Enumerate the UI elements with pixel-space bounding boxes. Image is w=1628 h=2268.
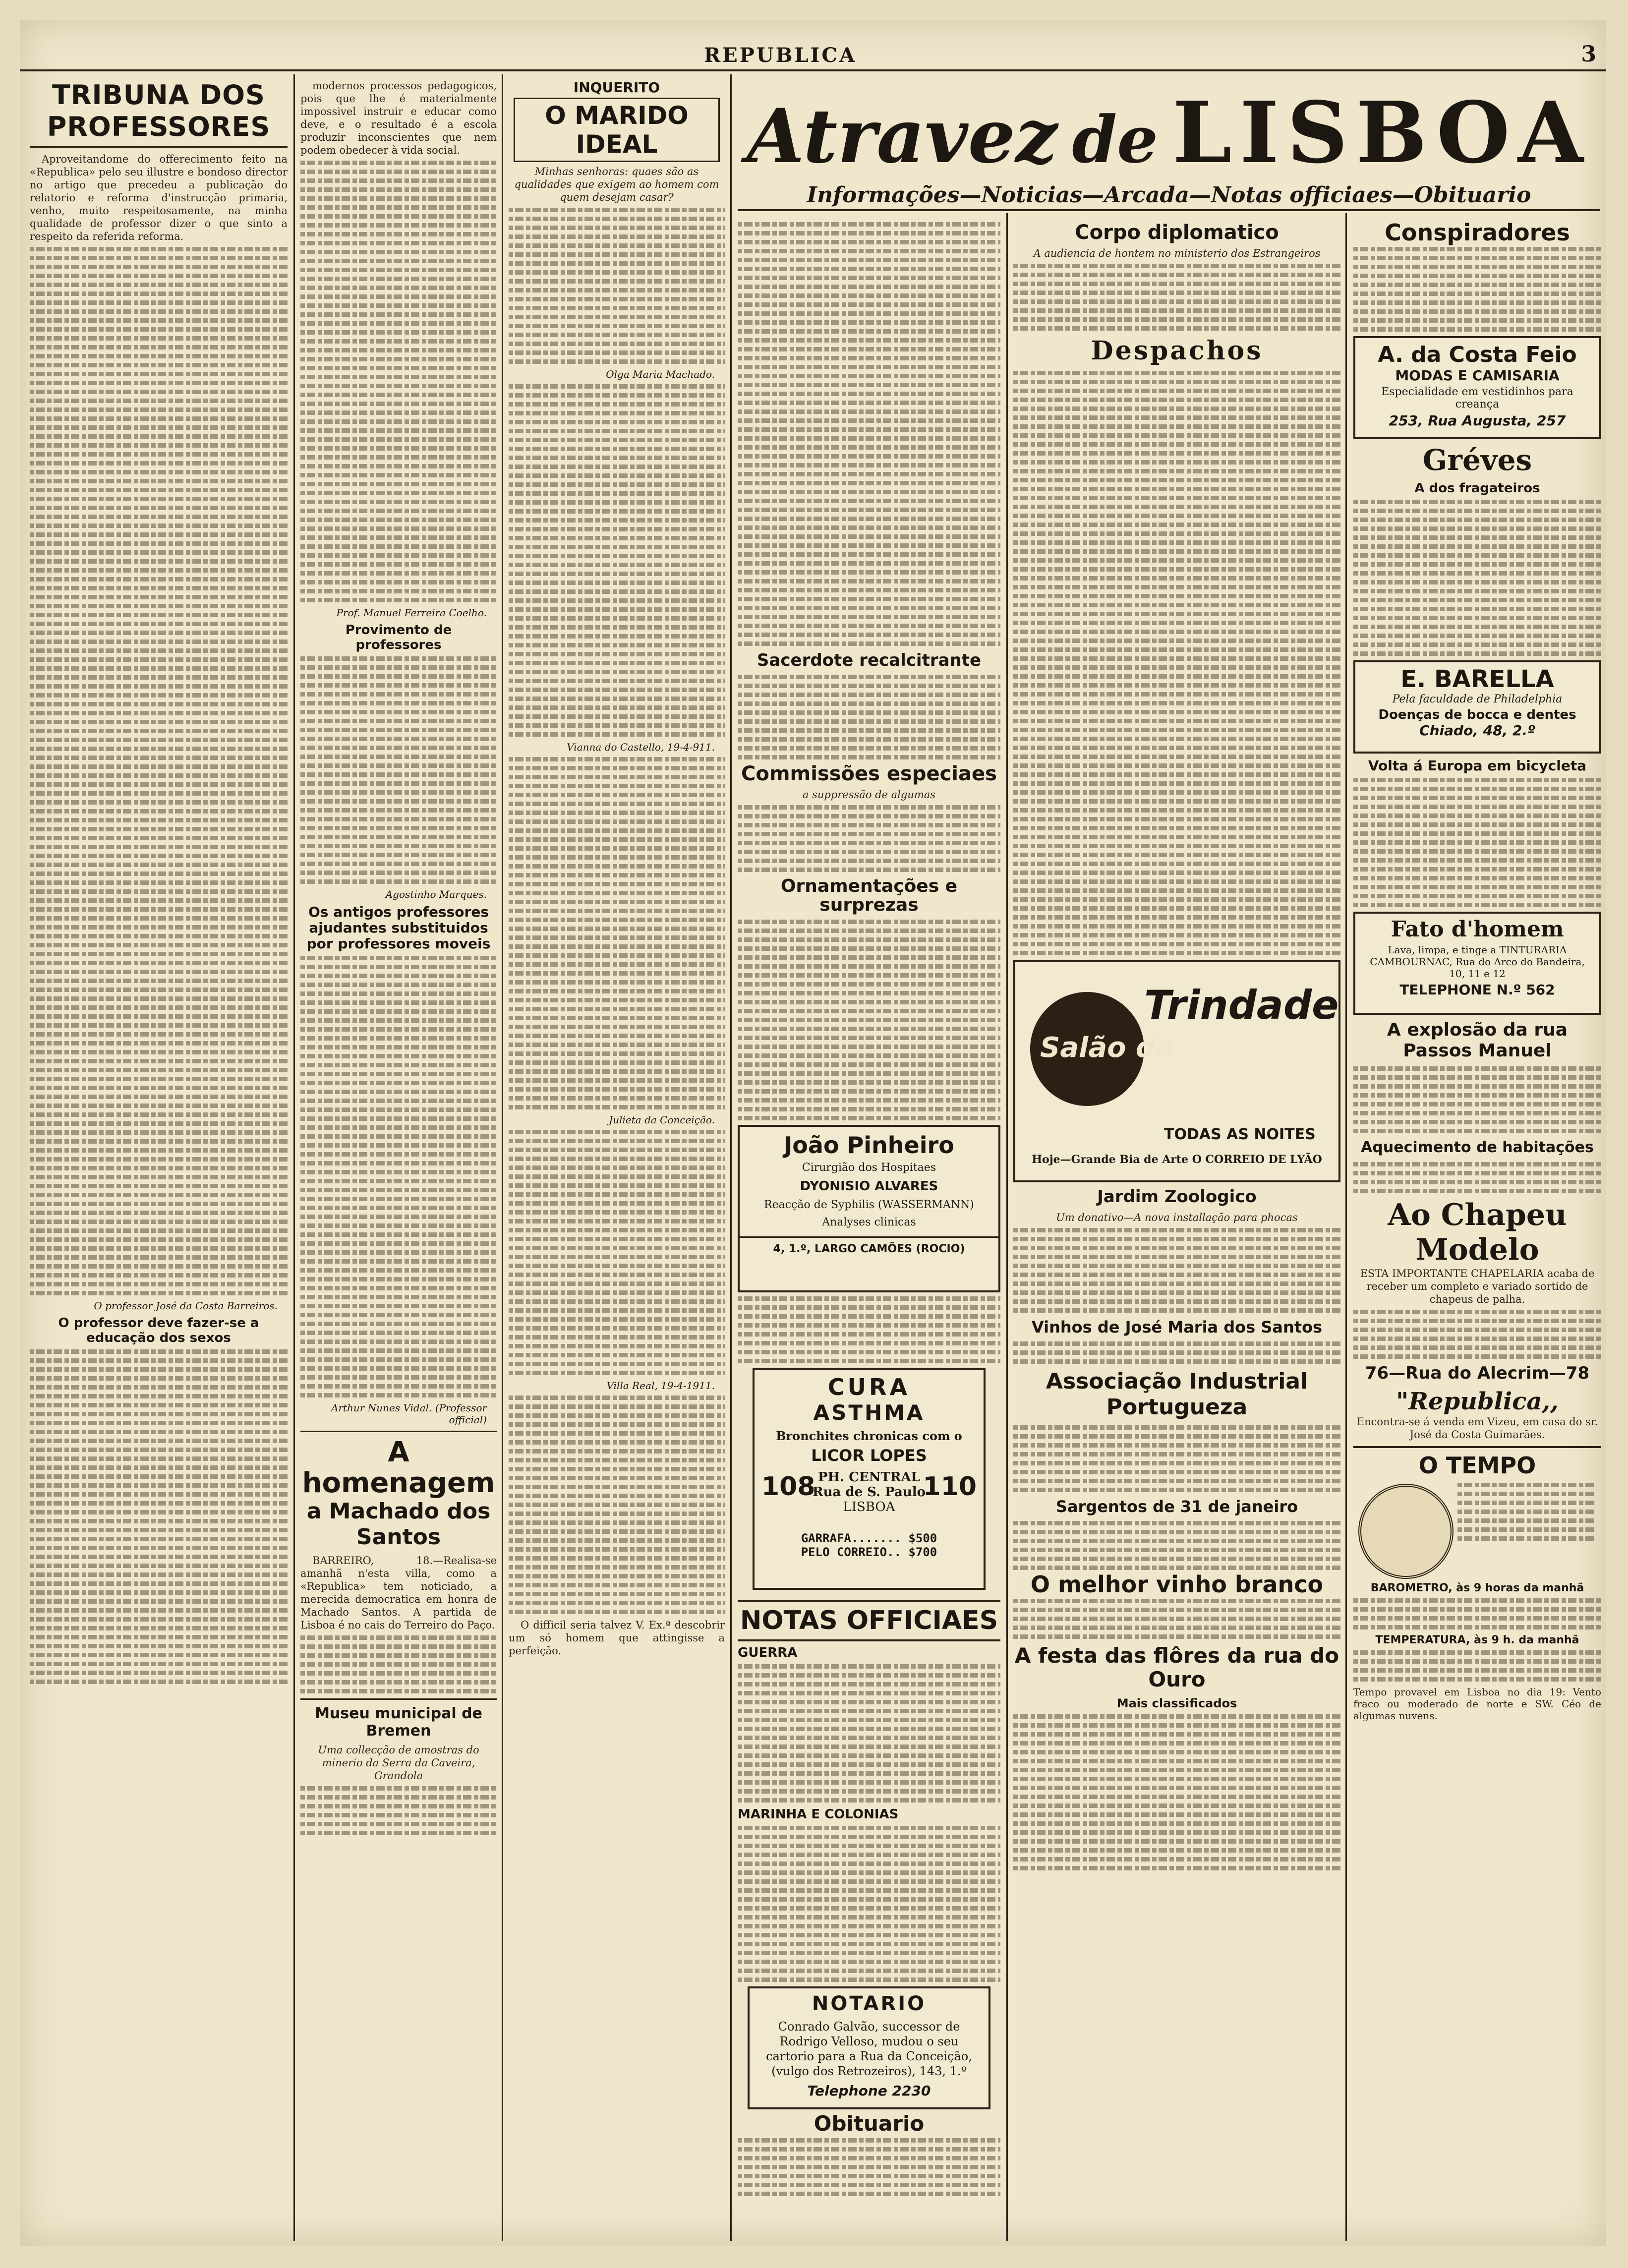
article-body-lines	[1353, 1598, 1601, 1629]
subheading: O melhor vinho branco	[1030, 1571, 1324, 1598]
ad-line: 253, Rua Augusta, 257	[1389, 412, 1566, 429]
weather-forecast: Tempo provavel em Lisboa no dia 19: Vento fraco ou moderado de norte e SW. Céo de algumas nuvens.	[1353, 1686, 1601, 1722]
subheading: Ornamentações e surprezas	[780, 876, 958, 915]
ad-title: Ao Chapeu Modelo	[1388, 1198, 1567, 1267]
subheading-note: A audiencia de hontem no ministerio dos Estrangeiros	[1033, 247, 1321, 259]
article-intro: Aproveitandome do offerecimento feito na «Republica» pelo seu illustre e bondoso director no artigo que precedeu a publicação do relatorio e reforma d'instrucção primaria, venho, muito respeitosamente, na minha qualidade de professor dizer o que sinto a respeito da referida reforma.	[30, 153, 288, 242]
article-body-lines	[1013, 264, 1340, 331]
subheading: A dos fragateiros	[1414, 481, 1540, 496]
article-body-lines	[1013, 1714, 1340, 1870]
subheading: Conspiradores	[1385, 219, 1570, 246]
article-body-lines	[1353, 247, 1601, 332]
article-text: BARREIRO, 18.—Realisa-se amanhã n'esta villa, como a «Republica» tem noticiado, a merecida democratica em honra de Machado Santos. A partida de Lisboa é no cais do Terreiro do Paço.	[300, 1555, 497, 1631]
subheading: Vinhos de José Maria dos Santos	[1031, 1318, 1323, 1337]
ad-costa-feio	[1353, 336, 1601, 439]
article-body-lines	[1013, 1599, 1340, 1639]
banner-word: de	[1072, 102, 1158, 177]
article-body-lines	[738, 1826, 1000, 1982]
ad-text: ESTA IMPORTANTE CHAPELARIA acaba de receber um completo e variado sortido de chapeus de palha.	[1360, 1268, 1595, 1305]
subheading-note: Um donativo—A nova installação para phocas	[1056, 1212, 1298, 1223]
article-body-lines	[509, 208, 725, 364]
ad-line: 4, 1.º, LARGO CAMÕES (ROCIO)	[740, 1236, 998, 1255]
ad-line: Reacção de Syphilis (WASSERMANN)	[764, 1199, 974, 1211]
ad-fato-homem	[1353, 912, 1601, 1015]
signature: Agostinho Marques.	[385, 888, 487, 900]
signature: Vianna do Castello, 19-4-911.	[567, 741, 715, 753]
subheading: Associação Industrial Portugueza	[1046, 1369, 1308, 1420]
subheading: O professor deve fazer-se a educação dos sexos	[58, 1316, 259, 1345]
article-body-lines	[1353, 1162, 1601, 1193]
ad-line: TODAS AS NOITES	[1164, 1126, 1316, 1143]
article-body-lines	[1013, 1521, 1340, 1570]
ad-number: 110	[923, 1472, 977, 1502]
ad-price: GARRAFA....... $500	[801, 1531, 937, 1545]
ad-line: TELEPHONE N.º 562	[1399, 982, 1555, 998]
subheading: GUERRA	[738, 1645, 798, 1660]
article-body-lines	[1013, 1228, 1340, 1313]
article-body-lines	[1353, 1066, 1601, 1133]
newspaper-page	[20, 20, 1606, 2246]
column-inquerito	[509, 79, 725, 2241]
ad-brand: LICOR LOPES	[811, 1446, 927, 1465]
column-lisboa-1	[738, 218, 1000, 2241]
barometer-dial-icon	[1358, 1484, 1454, 1579]
ad-line: LISBOA	[843, 1500, 895, 1514]
ad-title: ASTHMA	[813, 1400, 925, 1425]
article-body-lines	[738, 920, 1000, 1120]
subheading-note: Uma collecção de amostras do minerio da Serra da Caveira, Grandola	[318, 1744, 479, 1782]
article-continued: modernos processos pedagogicos, pois que lhe é materialmente impossivel instruir e educar como deve, e o resultado é a escola produzir inconscientes que nem podem obedecer à vida social.	[300, 80, 497, 156]
signature: Prof. Manuel Ferreira Coelho.	[336, 607, 487, 619]
article-body-lines	[30, 1349, 288, 1684]
subheading: A festa das flôres da rua do Ouro	[1014, 1643, 1339, 1691]
article-body-lines	[300, 656, 497, 884]
signature: Julieta da Conceição.	[609, 1114, 715, 1126]
column-lisboa-3	[1353, 218, 1601, 2241]
article-body-lines	[1013, 371, 1340, 955]
headline: A homenagem	[302, 1436, 495, 1499]
article-body-lines	[509, 1396, 725, 1614]
notice-text: Encontra-se á venda em Vizeu, em casa do sr. José da Costa Guimarães.	[1356, 1416, 1598, 1441]
article-body-lines	[509, 384, 725, 737]
column-divider	[1345, 213, 1347, 2241]
ad-title: Salão da	[1040, 1032, 1174, 1064]
ad-line: Conrado Galvão, successor de Rodrigo Velloso, mudou o seu cartorio para a Rua da Conceição, (vulgo dos Retrozeiros), 143, 1.º	[766, 2020, 972, 2078]
subheading: Corpo diplomatico	[1075, 221, 1279, 244]
subheading: Volta á Europa em bicycleta	[1368, 757, 1587, 774]
signature: O professor José da Costa Barreiros.	[94, 1300, 278, 1312]
newspaper-name: REPUBLICA	[704, 44, 857, 67]
article-body-lines	[738, 222, 1000, 646]
ad-barella	[1353, 660, 1601, 754]
ad-line: Chiado, 48, 2.º	[1419, 722, 1535, 739]
subheading: Os antigos professores ajudantes substituidos por professores moveis	[306, 904, 491, 952]
section-banner	[738, 78, 1600, 212]
article-body-lines	[738, 1296, 1000, 1363]
column-lisboa-2	[1013, 218, 1340, 2241]
subheading: Museu municipal de Bremen	[315, 1705, 482, 1740]
ad-line: Telephone 2230	[807, 2083, 931, 2099]
subheading: O TEMPO	[1353, 1446, 1601, 1479]
subheading: BAROMETRO, às 9 horas da manhã	[1370, 1582, 1584, 1594]
signature: Arthur Nunes Vidal. (Professor official)	[331, 1402, 487, 1426]
article-body-lines	[1353, 1650, 1601, 1682]
subheading: Despachos	[1091, 336, 1263, 366]
top-rule	[20, 69, 1606, 71]
ad-title: CURA	[827, 1374, 911, 1400]
headline: a Machado dos Santos	[306, 1499, 491, 1550]
subheading: Provimento de professores	[345, 623, 452, 652]
article-body-lines	[738, 2138, 1000, 2196]
section-title: TRIBUNA DOS PROFESSORES	[30, 79, 288, 148]
subheading: MARINHA E COLONIAS	[738, 1807, 899, 1822]
subheading: Aquecimento de habitações	[1361, 1139, 1594, 1156]
subheading: Jardim Zoologico	[1097, 1187, 1257, 1207]
article-body-lines	[738, 1664, 1000, 1803]
article-body-lines	[509, 1130, 725, 1375]
subheading: Sacerdote recalcitrante	[756, 650, 982, 670]
ad-line: Pela faculdade de Philadelphia	[1392, 693, 1563, 705]
article-body-lines	[300, 1786, 497, 1835]
ad-title: Trindade	[1144, 982, 1339, 1028]
ad-title: A. da Costa Feio	[1378, 342, 1577, 367]
section-heading: NOTAS OFFICIAES	[738, 1600, 1000, 1641]
article-body-lines	[1353, 1310, 1601, 1359]
ad-title: NOTARIO	[812, 1992, 927, 2015]
ad-notario	[748, 1986, 990, 2109]
column-divider	[293, 74, 295, 2241]
subheading: Obituario	[814, 2111, 925, 2136]
ad-line: Analyses clinicas	[822, 1216, 916, 1228]
ad-price: PELO CORREIO.. $700	[801, 1545, 937, 1559]
page-number: 3	[1581, 42, 1596, 67]
signature: Villa Real, 19-4-1911.	[606, 1380, 715, 1392]
ad-title: João Pinheiro	[784, 1132, 954, 1159]
banner-word: LISBOA	[1172, 83, 1591, 182]
article-body-lines	[1353, 500, 1601, 656]
subheading-note: a suppressão de algumas	[802, 789, 936, 801]
closing-paragraph: O difficil seria talvez V. Ex.ª descobrir um só homem que attingisse a perfeição.	[509, 1619, 725, 1657]
article-body-lines	[1353, 778, 1601, 907]
headline: O MARIDO IDEAL	[514, 98, 720, 162]
banner-subtitle: Informações—Noticias—Arcada—Notas officiaes—Obituario	[807, 182, 1531, 208]
ad-line: Doenças de bocca e dentes	[1378, 707, 1576, 722]
ad-title: E. BARELLA	[1400, 665, 1554, 693]
ad-line: Hoje—Grande Bia de Arte O CORREIO DE LYÃO	[1032, 1153, 1322, 1166]
article-body-lines	[509, 757, 725, 1109]
ad-line: MODAS E CAMISARIA	[1395, 367, 1560, 384]
subheading: "Republica,,	[1396, 1388, 1559, 1415]
column-professores-cont	[300, 79, 497, 2241]
subheading: A explosão da rua Passos Manuel	[1387, 1020, 1568, 1061]
weather-block	[1353, 1479, 1601, 1578]
subheading: Mais classificados	[1116, 1696, 1237, 1710]
ad-line: Bronchites chronicas com o	[776, 1429, 962, 1443]
article-body-lines	[738, 675, 1000, 759]
banner-title	[738, 83, 1600, 182]
banner-word: Atravez	[747, 93, 1058, 180]
lead: Minhas senhoras: quaes são as qualidades que exigem ao homem com quem desejam casar?	[514, 166, 719, 203]
column-divider	[730, 74, 732, 2241]
ad-line: Cirurgião dos Hospitaes	[802, 1162, 936, 1174]
article-body-lines	[30, 247, 288, 1295]
column-divider	[502, 74, 503, 2241]
article-body-lines	[738, 805, 1000, 872]
ad-line: Lava, limpa, e tinge a TINTURARIA CAMBOURNAC, Rua do Arco do Bandeira, 10, 11 e 12	[1370, 944, 1585, 980]
article-body-lines	[1013, 1425, 1340, 1492]
signature: Olga Maria Machado.	[606, 368, 715, 380]
banner-rule	[738, 209, 1600, 211]
article-body-lines	[300, 1635, 497, 1693]
ad-number: 108	[761, 1472, 815, 1502]
ad-line: Especialidade em vestidinhos para creança	[1381, 386, 1573, 410]
article-body-lines	[300, 956, 497, 1397]
ad-cura-asthma	[753, 1368, 986, 1590]
ad-line: Rua de S. Paulo	[813, 1485, 926, 1500]
ad-line: DYONISIO ALVARES	[800, 1179, 938, 1194]
masthead	[20, 20, 1606, 67]
ad-address: 76—Rua do Alecrim—78	[1365, 1363, 1590, 1383]
subheading: TEMPERATURA, às 9 h. da manhã	[1375, 1634, 1579, 1646]
ad-line: PH. CENTRAL	[818, 1470, 920, 1485]
column-divider	[1006, 213, 1008, 2241]
subheading: Sargentos de 31 de janeiro	[1055, 1497, 1298, 1516]
column-tribuna	[30, 79, 288, 2241]
subheading: Commissões especiaes	[741, 762, 997, 785]
kicker: INQUERITO	[573, 79, 660, 96]
ad-title: Fato d'homem	[1391, 917, 1564, 942]
subheading: Gréves	[1422, 443, 1532, 477]
ad-joao-pinheiro	[738, 1125, 1000, 1292]
ad-trindade	[1013, 960, 1340, 1182]
article-body-lines	[300, 161, 497, 602]
article-body-lines	[1013, 1341, 1340, 1364]
